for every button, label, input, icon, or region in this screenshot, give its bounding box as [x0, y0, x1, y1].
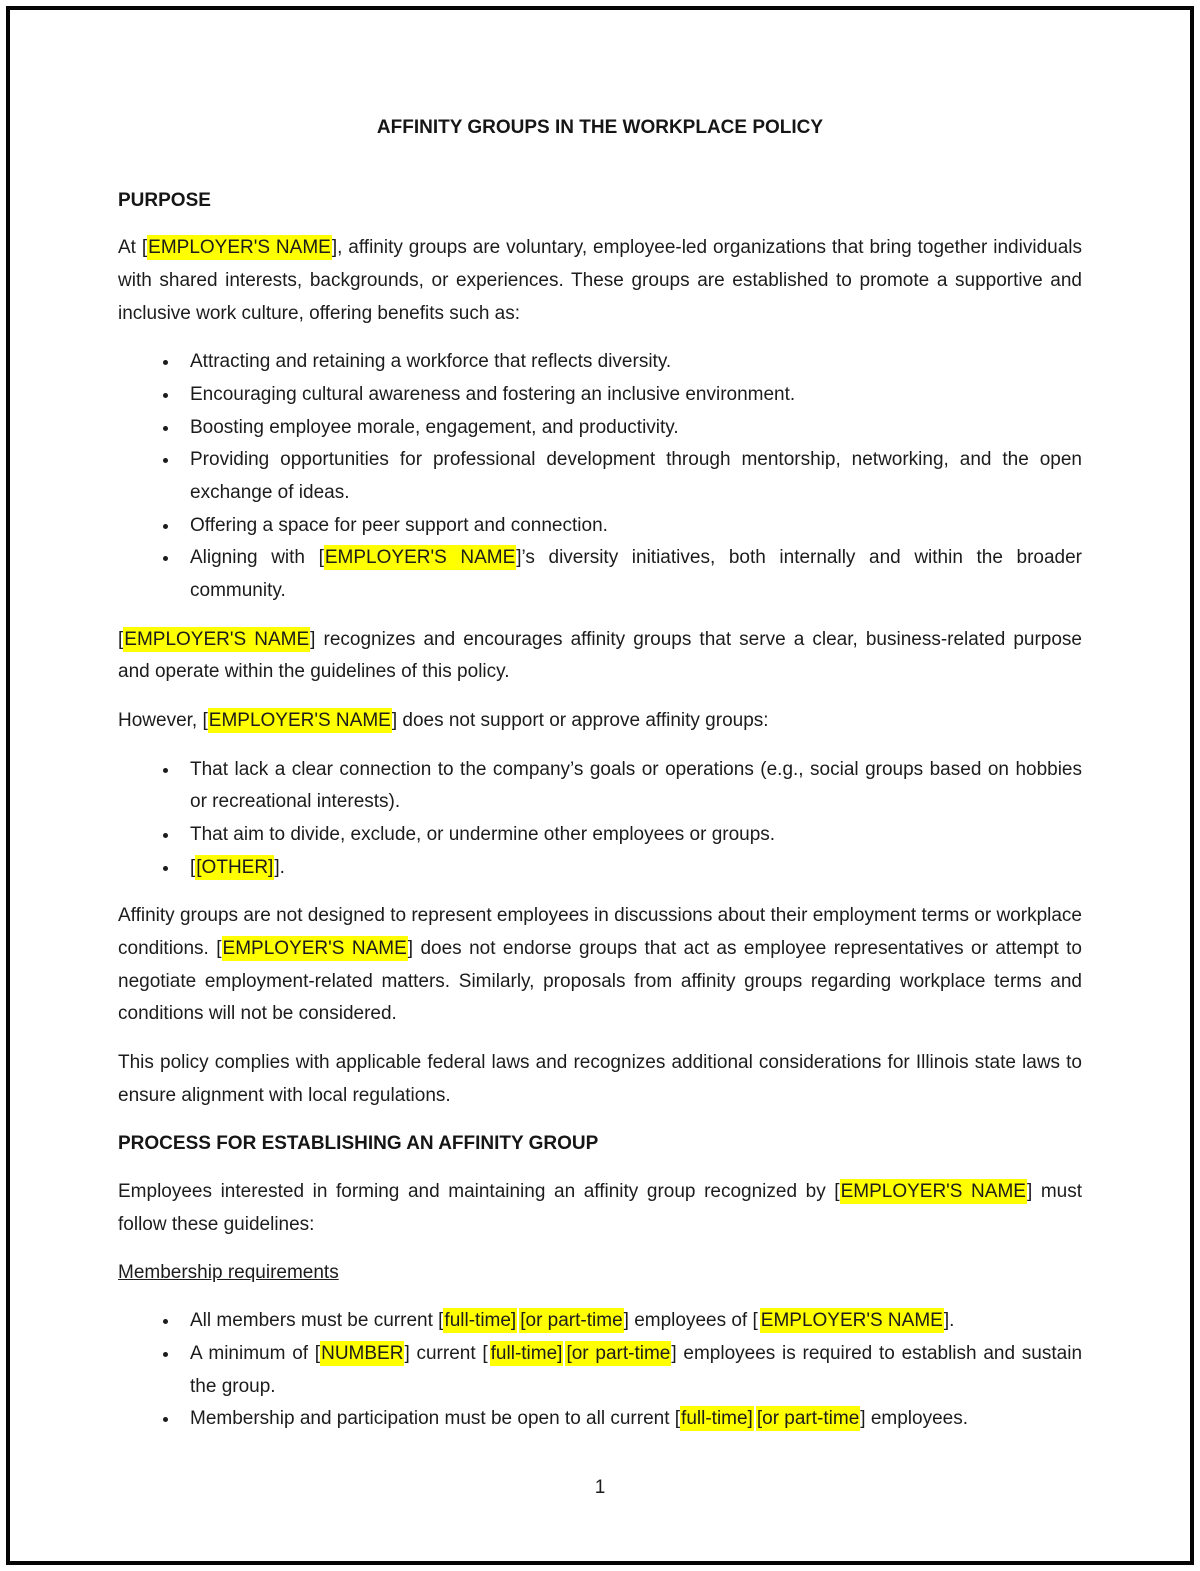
highlighted-placeholder: full-time]: [444, 1310, 517, 1332]
section-heading: PURPOSE: [118, 189, 211, 211]
page-number: 1: [594, 1477, 606, 1498]
highlighted-placeholder: [OTHER]: [196, 856, 274, 878]
bullet-list: [118, 754, 1082, 885]
highlighted-placeholder: NUMBER: [321, 1342, 404, 1364]
paragraph: At [EMPLOYER'S NAME], affinity groups are voluntary, employee-led organizations that bring together individuals with shared interests, backgrounds, or experiences. These groups are established to promote a supportive and inclusive work culture, offering benefits such as:: [118, 237, 1082, 324]
list-item: • Offering a space for peer support and connection.: [180, 510, 1082, 543]
highlighted-placeholder: EMPLOYER'S NAME: [208, 710, 391, 732]
highlighted-placeholder: EMPLOYER'S NAME: [840, 1181, 1026, 1203]
list-item: • [[OTHER]].: [180, 852, 1082, 885]
highlighted-placeholder: full-time]: [490, 1342, 563, 1364]
list-item: • Attracting and retaining a workforce that reflects diversity.: [180, 346, 1082, 379]
highlighted-placeholder: EMPLOYER'S NAME: [222, 938, 407, 960]
highlighted-placeholder: EMPLOYER'S NAME: [124, 628, 310, 650]
highlighted-placeholder: full-time]: [681, 1408, 753, 1430]
highlighted-placeholder: [or part-time: [566, 1342, 671, 1364]
document-body: [118, 185, 1082, 1436]
document-page: [118, 112, 1082, 1452]
paragraph: Employees interested in forming and maintaining an affinity group recognized by [EMPLOYER'S NAME] must follow these guidelines:: [118, 1181, 1082, 1235]
highlighted-placeholder: [or part-time: [756, 1408, 860, 1430]
list-item: • Aligning with [EMPLOYER'S NAME]’s diversity initiatives, both internally and within the broader community.: [180, 542, 1082, 607]
list-item: • Providing opportunities for professional development through mentorship, networking, and the open exchange of ideas.: [180, 444, 1082, 509]
subsection-heading: Membership requirements: [118, 1262, 339, 1284]
list-item: • Boosting employee morale, engagement, and productivity.: [180, 412, 1082, 445]
list-item: • All members must be current [full-time] [or part-time] employees of [ EMPLOYER'S NAME].: [180, 1305, 1082, 1338]
list-item: • Membership and participation must be open to all current [full-time] [or part-time] employees.: [180, 1403, 1082, 1436]
bullet-list: [118, 346, 1082, 607]
paragraph: [EMPLOYER'S NAME] recognizes and encourages affinity groups that serve a clear, business-related purpose and operate within the guidelines of this policy.: [118, 628, 1082, 683]
list-item: • A minimum of [NUMBER] current [ full-time] [or part-time] employees is required to establish and sustain the group.: [180, 1338, 1082, 1403]
bullet-list: [118, 1305, 1082, 1436]
paragraph: This policy complies with applicable federal laws and recognizes additional considerations for Illinois state laws to ensure alignment with local regulations.: [118, 1052, 1082, 1106]
highlighted-placeholder: EMPLOYER'S NAME: [760, 1310, 943, 1332]
paragraph: Affinity groups are not designed to represent employees in discussions about their employment terms or workplace conditions. [EMPLOYER'S NAME] does not endorse groups that act as employee representatives or attempt to negotiate employment-related matters. Similarly, proposals from affinity groups regarding workplace terms and conditions will not be considered.: [118, 905, 1082, 1025]
highlighted-placeholder: EMPLOYER'S NAME: [148, 237, 331, 259]
highlighted-placeholder: EMPLOYER'S NAME: [324, 547, 516, 569]
section-heading: PROCESS FOR ESTABLISHING AN AFFINITY GROUP: [118, 1133, 599, 1155]
list-item: • That lack a clear connection to the company’s goals or operations (e.g., social groups based on hobbies or recreational interests).: [180, 754, 1082, 819]
list-item: • Encouraging cultural awareness and fostering an inclusive environment.: [180, 379, 1082, 412]
highlighted-placeholder: [or part-time: [520, 1310, 623, 1332]
list-item: • That aim to divide, exclude, or undermine other employees or groups.: [180, 819, 1082, 852]
document-title: AFFINITY GROUPS IN THE WORKPLACE POLICY: [376, 117, 824, 138]
paragraph: However, [EMPLOYER'S NAME] does not support or approve affinity groups:: [118, 710, 769, 732]
